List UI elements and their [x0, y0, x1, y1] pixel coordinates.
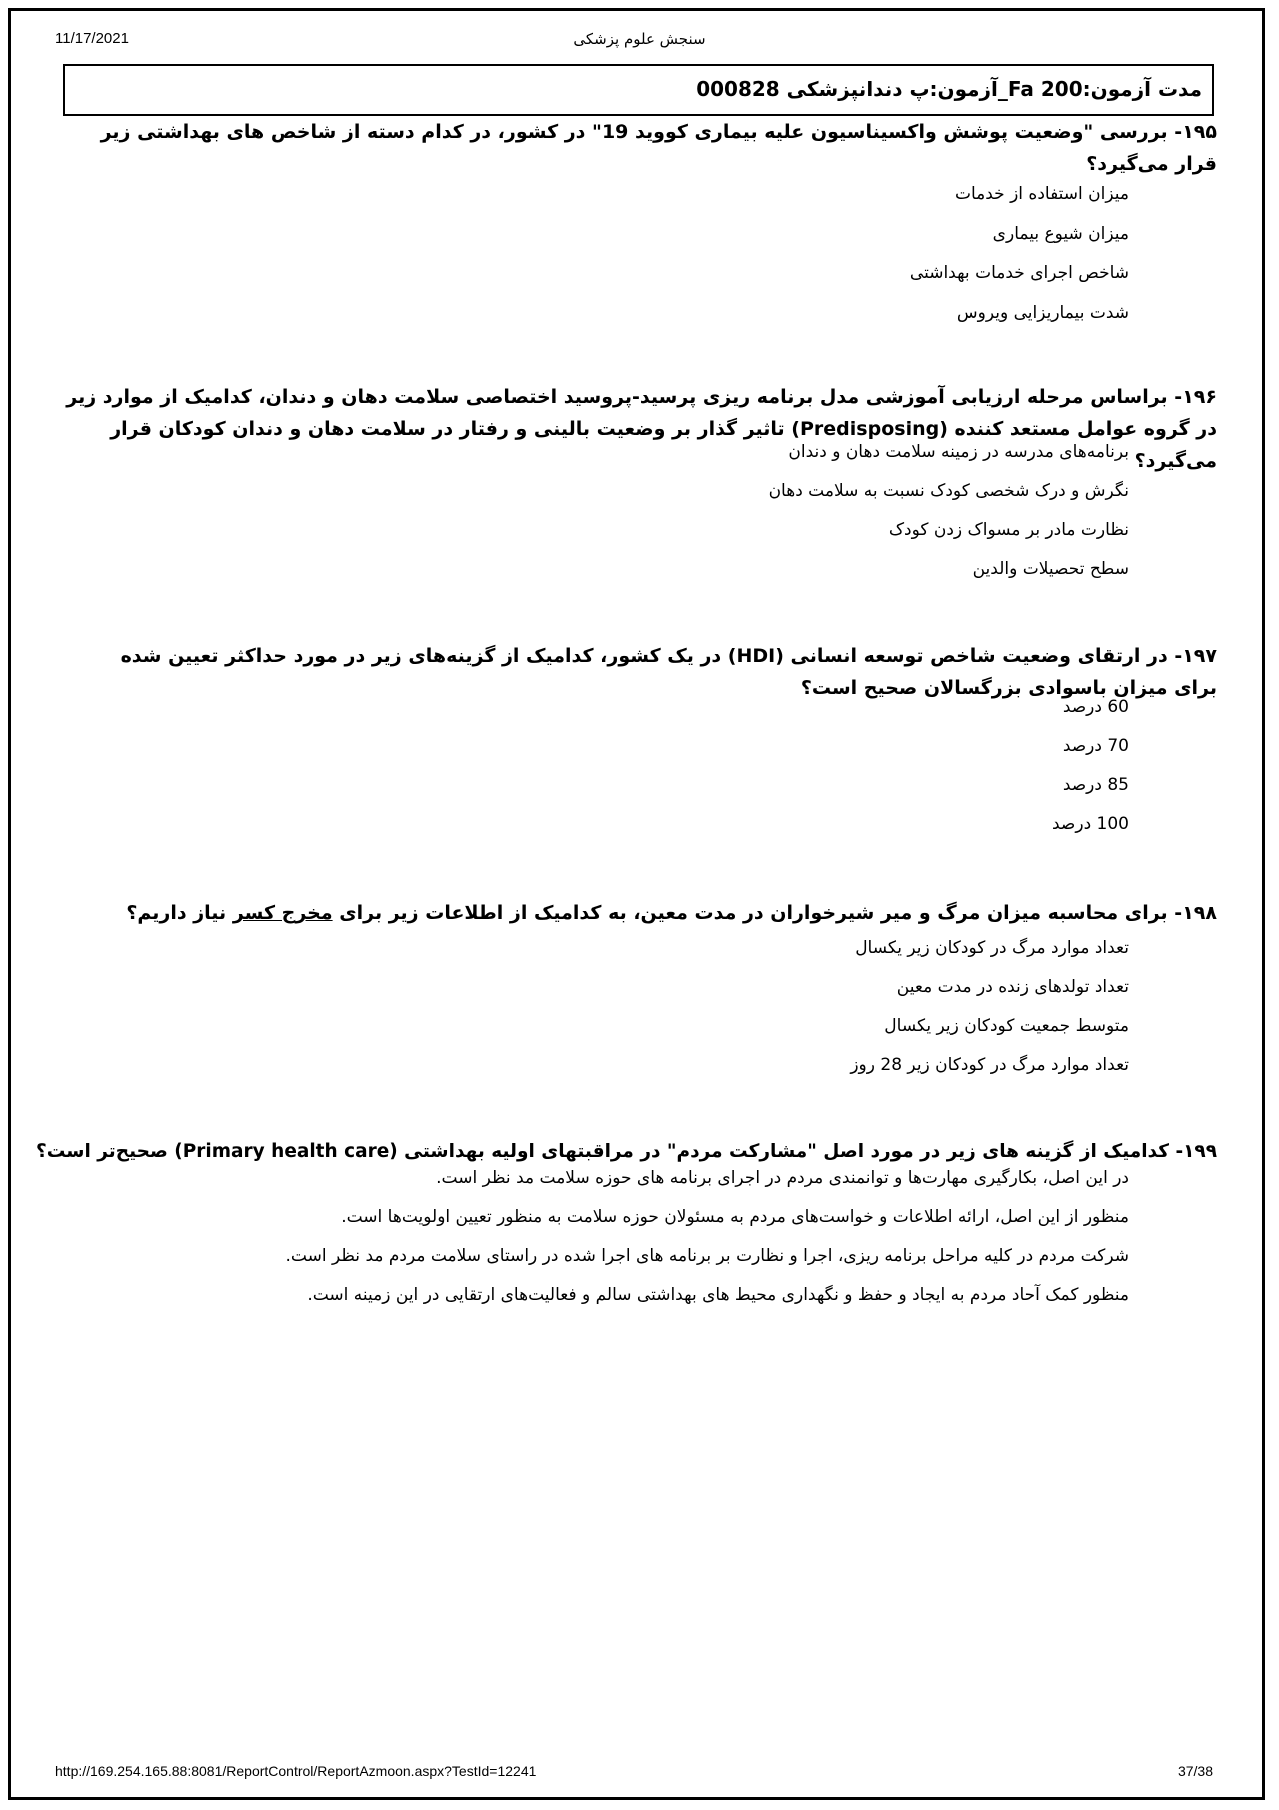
- option-195-2: میزان شیوع بیماری: [992, 224, 1129, 244]
- option-196-4: سطح تحصیلات والدین: [972, 559, 1129, 579]
- option-197-2: 70 درصد: [1062, 736, 1129, 756]
- question-198-underlined: مخرج کسر: [232, 902, 333, 924]
- print-date: 11/17/2021: [55, 30, 129, 47]
- option-195-1: میزان استفاده از خدمات: [954, 184, 1129, 204]
- option-196-1: برنامه‌های مدرسه در زمینه سلامت دهان و دندان: [788, 442, 1129, 462]
- option-199-2: منظور از این اصل، ارائه اطلاعات و خواست‌های مردم به مسئولان حوزه سلامت به منظور تعیین اولویت‌ها است.: [341, 1207, 1129, 1227]
- page-number: 37/38: [1177, 1763, 1213, 1779]
- question-198-text: ۱۹۸- برای محاسبه میزان مرگ و میر شیرخواران در مدت معین، به کدامیک از اطلاعات زیر برای: [332, 902, 1217, 924]
- option-198-3: متوسط جمعیت کودکان زیر یکسال: [884, 1016, 1129, 1036]
- question-195: ۱۹۵- بررسی "وضعیت پوشش واکسیناسیون علیه بیماری کووید 19" در کشور، در کدام دسته از شاخص های بهداشتی زیر قرار می‌گیرد؟: [100, 121, 1217, 175]
- option-197-4: 100 درصد: [1052, 814, 1129, 834]
- question-197: ۱۹۷- در ارتقای وضعیت شاخص توسعه انسانی (HDI) در یک کشور، کدامیک از گزینه‌های زیر در مورد حداکثر تعیین شده برای میزان باسوادی بزرگسالان صحیح است؟: [120, 645, 1217, 699]
- option-195-3: شاخص اجرای خدمات بهداشتی: [909, 263, 1129, 283]
- option-199-3: شرکت مردم در کلیه مراحل برنامه ریزی، اجرا و نظارت بر برنامه های اجرا شده در راستای سلامت مردم مد نظر است.: [285, 1246, 1129, 1266]
- option-199-1: در این اصل، بکارگیری مهارت‌ها و توانمندی مردم در اجرای برنامه های حوزه سلامت مد نظر است.: [436, 1168, 1129, 1188]
- option-197-1: 60 درصد: [1062, 697, 1129, 717]
- question-198-text-end: نیاز داریم؟: [126, 902, 233, 924]
- site-title: سنجش علوم پزشکی: [573, 30, 706, 48]
- exam-title-box: [63, 64, 1214, 116]
- option-195-4: شدت بیماریزایی ویروس: [956, 303, 1129, 323]
- option-198-4: تعداد موارد مرگ در کودکان زیر 28 روز: [850, 1055, 1129, 1075]
- question-199: ۱۹۹- کدامیک از گزینه های زیر در مورد اصل "مشارکت مردم" در مراقبتهای اولیه بهداشتی (Primary health care) صحیح‌تر است؟: [35, 1141, 1217, 1162]
- exam-title: مدت آزمون:200 Fa_آزمون:پ دندانپزشکی 000828: [696, 77, 1202, 101]
- question-198: [126, 897, 1217, 929]
- option-196-2: نگرش و درک شخصی کودک نسبت به سلامت دهان: [768, 481, 1129, 501]
- option-198-1: تعداد موارد مرگ در کودکان زیر یکسال: [855, 938, 1129, 958]
- option-196-3: نظارت مادر بر مسواک زدن کودک: [888, 520, 1129, 540]
- option-197-3: 85 درصد: [1062, 775, 1129, 795]
- question-196: ۱۹۶- براساس مرحله ارزیابی آموزشی مدل برنامه ریزی پرسید-پروسید اختصاصی سلامت دهان و دندان، کدامیک از موارد زیر در گروه عوامل مستعد کننده (Predisposing) تاثیر گذار بر وضعیت بالینی و رفتار در سلامت دهان و دندان کودکان قرار می‌گیرد؟: [66, 386, 1217, 472]
- option-199-4: منظور کمک آحاد مردم به ایجاد و حفظ و نگهداری محیط های بهداشتی سالم و فعالیت‌های ارتقایی در این زمینه است.: [307, 1285, 1129, 1305]
- option-198-2: تعداد تولدهای زنده در مدت معین: [896, 977, 1129, 997]
- footer-url: http://169.254.165.88:8081/ReportControl/ReportAzmoon.aspx?TestId=12241: [55, 1763, 537, 1779]
